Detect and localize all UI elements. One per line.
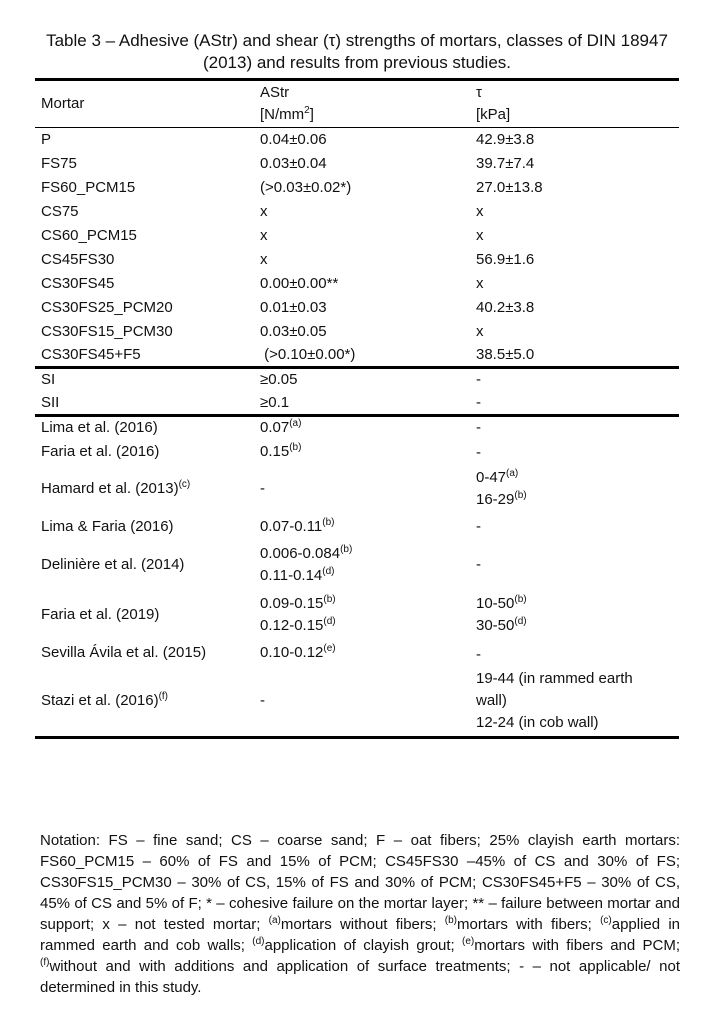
- astr-footnote: (b): [340, 543, 353, 555]
- astr-value: [254, 540, 470, 590]
- astr-value: (>0.03±0.02*): [260, 178, 352, 196]
- astr-line: [260, 615, 470, 637]
- header-tau: [470, 80, 679, 128]
- study-name: [35, 666, 254, 738]
- table-caption: Table 3 – Adhesive (AStr) and shear (τ) strengths of mortars, classes of DIN 18947 (2013) and results from previous studies.: [46, 31, 668, 72]
- tau-footnote: (b): [514, 593, 527, 605]
- tau-value: x: [476, 274, 484, 292]
- notation-text: mortars with fibers and PCM;: [474, 937, 680, 954]
- astr-footnote: (e): [323, 642, 336, 654]
- table-row: [35, 590, 679, 640]
- table-row: [35, 224, 679, 248]
- tau-text: 30-50: [476, 616, 515, 634]
- class-name: SII: [41, 393, 60, 411]
- astr-text: 0.10-0.12: [260, 643, 324, 661]
- tau-value: -: [476, 517, 481, 535]
- header-astr-unit: [260, 104, 470, 126]
- astr-text: 0.07-0.11: [260, 517, 323, 535]
- notation-footnote-mark: (d): [252, 936, 265, 947]
- tau-value: -: [476, 443, 481, 461]
- astr-footnote: (d): [322, 565, 335, 577]
- tau-line: 19-44 (in rammed earth: [476, 669, 633, 687]
- tau-value: -: [476, 393, 481, 411]
- astr-value: 0.01±0.03: [260, 298, 327, 316]
- header-astr-unit-text: [N/mm: [260, 106, 305, 123]
- tau-line: wall): [476, 691, 507, 709]
- tau-value: -: [470, 416, 679, 440]
- notation-text: applied in rammed earth and cob walls;: [40, 916, 681, 954]
- tau-value: 27.0±13.8: [476, 178, 543, 196]
- tau-value: x: [476, 202, 484, 220]
- table-row: [35, 464, 679, 514]
- mortar-name: CS45FS30: [41, 250, 115, 268]
- table-row: [35, 392, 679, 416]
- tau-line: [476, 593, 679, 615]
- astr-text: 0.15: [260, 442, 290, 460]
- astr-text: 0.11-0.14: [260, 566, 323, 584]
- astr-value: 0.00±0.00**: [260, 274, 339, 292]
- astr-text: 0.006-0.084: [260, 544, 341, 562]
- notation-footnote-mark: (a): [268, 915, 281, 926]
- header-astr-name: AStr: [260, 84, 290, 101]
- tau-value: [470, 464, 679, 514]
- astr-value: 0.03±0.04: [260, 154, 327, 172]
- notation-text: without and with additions and application of surface treatments; - – not applicable/ not determined in this study.: [40, 958, 680, 996]
- table-row: [35, 248, 679, 272]
- notation-text: Notation: FS – fine sand; CS – coarse sand; F – oat fibers; 25% clayish earth mortars: FS60_PCM15 – 60% of FS and 15% of PCM; CS45FS30 –45% of CS and 30% of FS; CS30FS15_PCM30 – 30% of CS, 15% of FS and 30% of PCM; CS30FS45+F5 – 30% of CS, 45% of CS and 5% of F; * – cohesive failure on the mortar layer; ** – failure between mortar and support; x – not tested mortar;: [40, 832, 680, 933]
- tau-value: [470, 666, 679, 738]
- mortar-name: CS30FS45: [41, 274, 115, 292]
- astr-value: -: [260, 479, 265, 497]
- notation-footnote-mark: (f): [40, 957, 50, 968]
- astr-footnote: (b): [289, 441, 302, 453]
- tau-value: 40.2±3.8: [476, 298, 535, 316]
- mortar-name: CS30FS15_PCM30: [41, 322, 173, 340]
- header-astr-unit-close: ]: [309, 106, 314, 123]
- astr-value: -: [254, 666, 470, 738]
- tau-value: x: [476, 322, 484, 340]
- study-name: Lima & Faria (2016): [41, 517, 174, 535]
- mortar-name: P: [35, 128, 254, 152]
- header-mortar: Mortar: [35, 80, 254, 128]
- astr-line: [260, 565, 470, 587]
- study-name: Faria et al. (2019): [41, 605, 160, 623]
- tau-line: [476, 489, 679, 511]
- table-row: [35, 440, 679, 464]
- astr-text: 0.09-0.15: [260, 594, 324, 612]
- astr-value: ≥0.1: [260, 393, 290, 411]
- tau-line: [476, 615, 679, 637]
- tau-value: x: [476, 226, 484, 244]
- astr-footnote: (a): [289, 418, 302, 430]
- table-row: [35, 514, 679, 540]
- astr-value: [254, 590, 470, 640]
- notation-footnote-mark: (e): [461, 936, 475, 947]
- header-astr-unit-sup: 2: [304, 105, 310, 116]
- table-row: [35, 666, 679, 738]
- mortar-name: CS30FS25_PCM20: [41, 298, 173, 316]
- astr-value: 0.04±0.06: [254, 128, 470, 152]
- study-footnote: (c): [178, 478, 191, 490]
- astr-value: x: [260, 202, 268, 220]
- table-row: [35, 128, 679, 152]
- header-astr: [254, 80, 470, 128]
- tau-text: 10-50: [476, 594, 515, 612]
- table-row: [35, 296, 679, 320]
- astr-value: [254, 640, 470, 666]
- table-row: [35, 152, 679, 176]
- astr-value: ≥0.05: [254, 368, 470, 392]
- tau-footnote: (b): [514, 489, 527, 501]
- mortar-name: CS60_PCM15: [41, 226, 137, 244]
- tau-footnote: (a): [506, 467, 519, 479]
- astr-value: 0.03±0.05: [260, 322, 327, 340]
- mortar-name: FS75: [41, 154, 77, 172]
- tau-text: 16-29: [476, 490, 515, 508]
- header-tau-name: τ: [476, 84, 482, 101]
- tau-value: -: [470, 368, 679, 392]
- astr-value: [254, 514, 470, 540]
- study-name: [35, 464, 254, 514]
- strength-table: [35, 78, 679, 739]
- table-row: [35, 320, 679, 344]
- astr-value: x: [260, 226, 268, 244]
- tau-value: 38.5±5.0: [476, 345, 535, 363]
- astr-text: 0.12-0.15: [260, 616, 324, 634]
- astr-value: (>0.10±0.00*): [260, 345, 356, 363]
- notation-text: mortars without fibers;: [280, 916, 445, 933]
- tau-value: 56.9±1.6: [476, 250, 535, 268]
- notation-text: mortars with fibers;: [457, 916, 601, 933]
- tau-value: 42.9±3.8: [470, 128, 679, 152]
- astr-footnote: (b): [323, 593, 336, 605]
- study-name: Sevilla Ávila et al. (2015): [41, 643, 207, 661]
- table-row: [35, 344, 679, 368]
- astr-line: [260, 593, 470, 615]
- tau-line: [476, 467, 679, 489]
- header-tau-unit: [kPa]: [476, 106, 511, 123]
- astr-value: [254, 416, 470, 440]
- notation-footnote-mark: (c): [600, 915, 612, 926]
- table-row: [35, 368, 679, 392]
- mortar-name: FS60_PCM15: [41, 178, 136, 196]
- study-name-text: Hamard et al. (2013): [41, 479, 179, 497]
- class-name: SI: [35, 368, 254, 392]
- study-name-text: Stazi et al. (2016): [41, 691, 159, 709]
- astr-footnote: (b): [322, 516, 335, 528]
- mortar-name: CS30FS45+F5: [41, 345, 141, 363]
- table-notation: [40, 830, 680, 998]
- table-row: [35, 200, 679, 224]
- table-row: [35, 540, 679, 590]
- table-row: [35, 272, 679, 296]
- astr-value: [254, 440, 470, 464]
- tau-footnote: (d): [514, 615, 527, 627]
- tau-line: 12-24 (in cob wall): [476, 713, 599, 731]
- study-footnote: (f): [158, 690, 169, 702]
- table-row: [35, 176, 679, 200]
- notation-text: application of clayish grout;: [264, 937, 462, 954]
- tau-value: [470, 590, 679, 640]
- tau-value: 39.7±7.4: [476, 154, 535, 172]
- astr-line: [260, 543, 470, 565]
- study-name: Delinière et al. (2014): [41, 555, 185, 573]
- mortar-name: CS75: [41, 202, 79, 220]
- astr-footnote: (d): [323, 615, 336, 627]
- table-row: [35, 416, 679, 440]
- astr-value: x: [260, 250, 268, 268]
- tau-value: -: [476, 555, 481, 573]
- astr-text: 0.07: [260, 419, 290, 437]
- study-name: Faria et al. (2016): [41, 442, 160, 460]
- tau-text: 0-47: [476, 468, 507, 486]
- notation-footnote-mark: (b): [444, 915, 458, 926]
- study-name: Lima et al. (2016): [35, 416, 254, 440]
- table-row: [35, 640, 679, 666]
- tau-value: -: [476, 645, 481, 663]
- table-header-row: [35, 80, 679, 128]
